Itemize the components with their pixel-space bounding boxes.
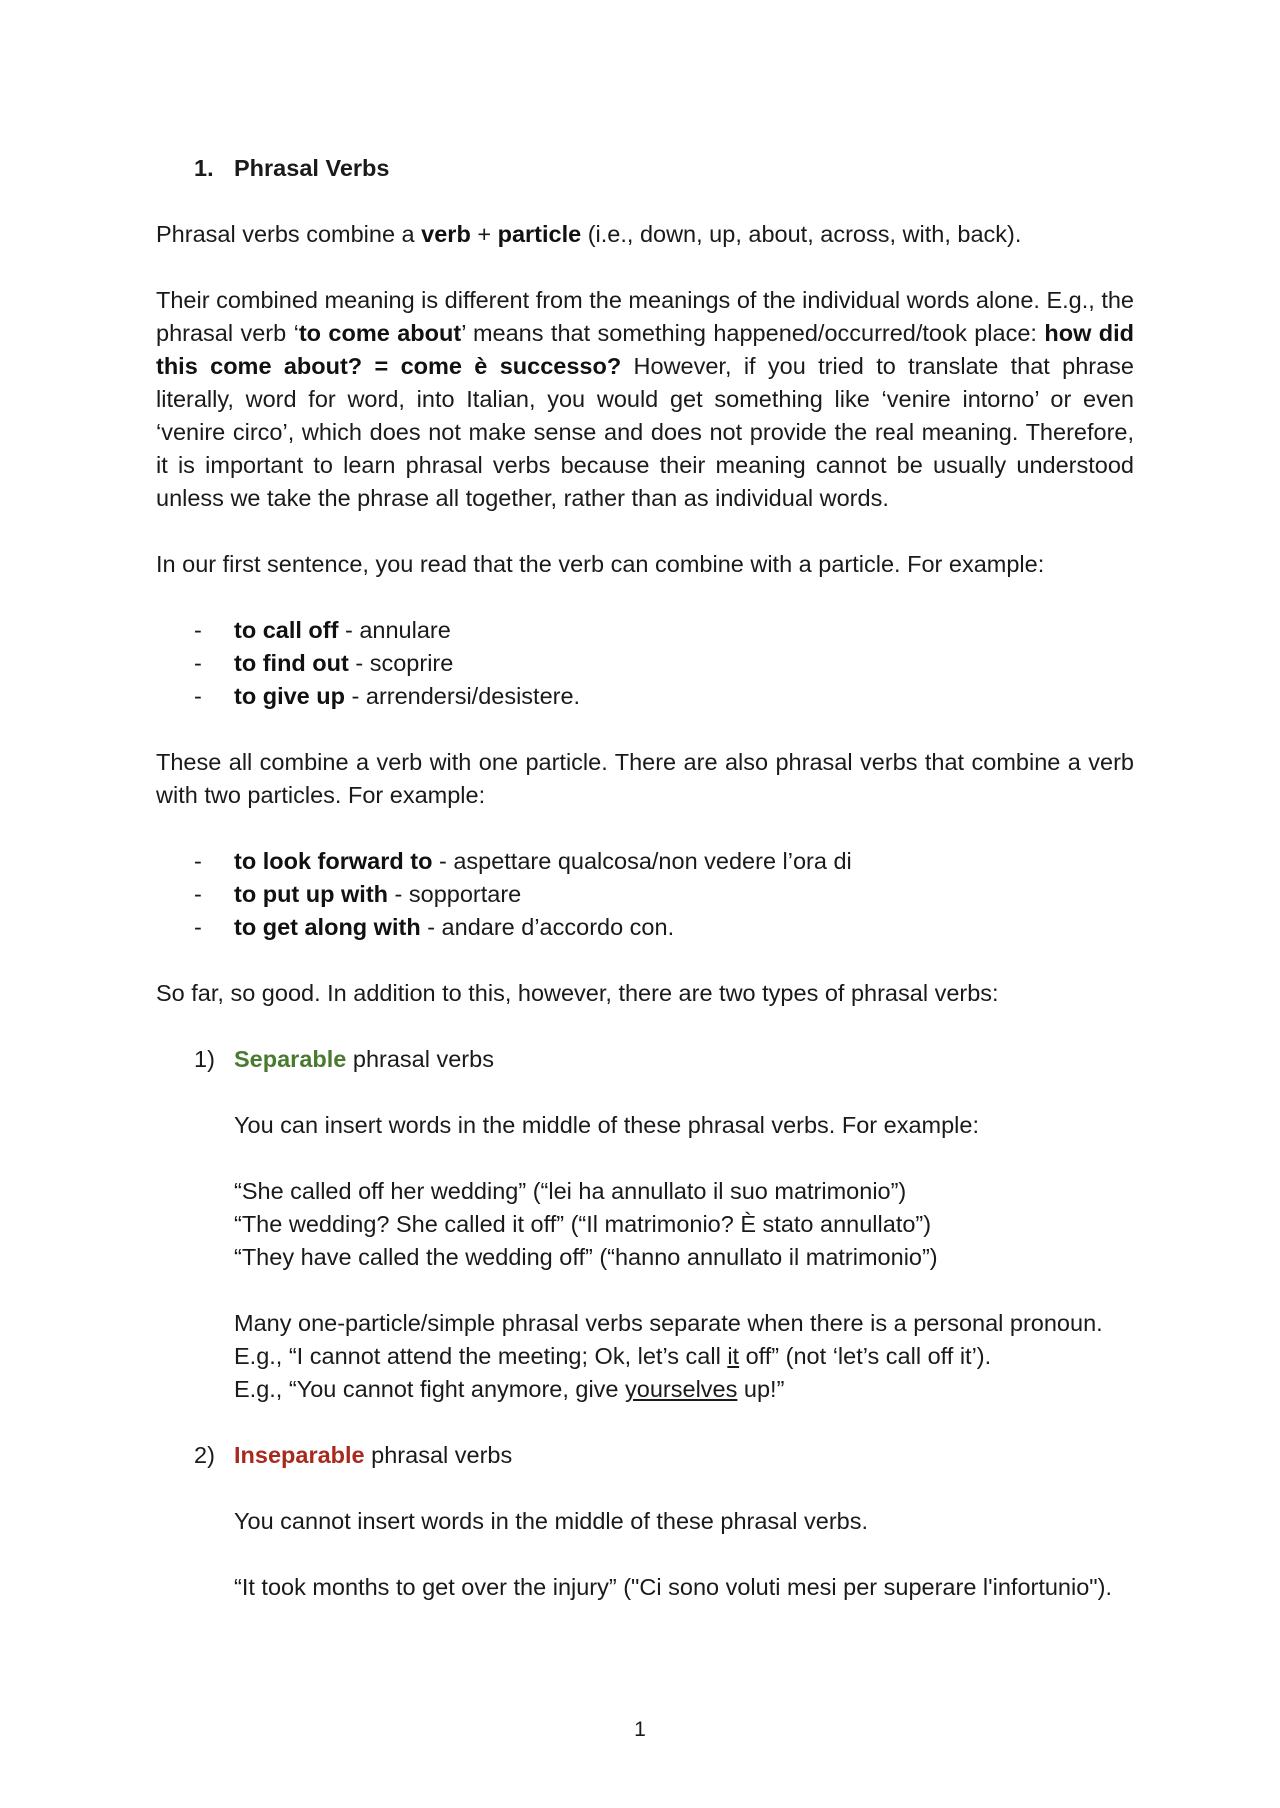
two-particles-paragraph: These all combine a verb with one particle. There are also phrasal verbs that combine a verb with two particles. For example: bbox=[156, 749, 1134, 808]
dash-bullet: - bbox=[194, 650, 202, 676]
list-verb: to get along with bbox=[234, 914, 421, 940]
separable-rest: phrasal verbs bbox=[346, 1046, 494, 1072]
inseparable-rest: phrasal verbs bbox=[364, 1442, 513, 1468]
intro-bold-verb: verb bbox=[421, 221, 471, 247]
separable-example: “They have called the wedding off” (“hanno annullato il matrimonio”) bbox=[234, 1244, 938, 1270]
list-item bbox=[156, 845, 1134, 878]
meaning-bold-1: to come about bbox=[298, 320, 462, 346]
list-item bbox=[156, 647, 1134, 680]
list-item bbox=[156, 878, 1134, 911]
dash-bullet: - bbox=[194, 914, 202, 940]
heading-title: Phrasal Verbs bbox=[234, 155, 390, 181]
separable-description: You can insert words in the middle of these phrasal verbs. For example: bbox=[234, 1112, 979, 1138]
meaning-paragraph bbox=[156, 284, 1134, 515]
list-verb: to find out bbox=[234, 650, 349, 676]
list-verb: to look forward to bbox=[234, 848, 433, 874]
note-text: E.g., “You cannot fight anymore, give bbox=[234, 1376, 626, 1402]
list-meaning: - andare d’accordo con. bbox=[420, 914, 675, 940]
meaning-bold-2: how did this come about? = come è successo? bbox=[156, 320, 1134, 379]
list-verb: to give up bbox=[234, 683, 345, 709]
intro-text-3: (i.e., down, up, about, across, with, back). bbox=[581, 221, 1022, 247]
separable-note-example-2 bbox=[234, 1373, 1134, 1406]
types-paragraph: So far, so good. In addition to this, however, there are two types of phrasal verbs: bbox=[156, 980, 999, 1006]
separable-example: “She called off her wedding” (“lei ha annullato il suo matrimonio”) bbox=[234, 1178, 907, 1204]
note-text: up!” bbox=[737, 1376, 785, 1402]
dash-bullet: - bbox=[194, 881, 202, 907]
separable-body bbox=[156, 1109, 1134, 1406]
separable-note: Many one-particle/simple phrasal verbs separate when there is a personal pronoun. bbox=[234, 1310, 1103, 1336]
note-text: E.g., “I cannot attend the meeting; Ok, let’s call bbox=[234, 1343, 728, 1369]
separable-heading bbox=[156, 1043, 1134, 1076]
dash-bullet: - bbox=[194, 617, 202, 643]
separable-example: “The wedding? She called it off” (“Il matrimonio? È stato annullato”) bbox=[234, 1211, 932, 1237]
one-particle-list bbox=[156, 614, 1134, 713]
separable-label: Separable bbox=[234, 1046, 347, 1072]
page-number: 1 bbox=[634, 1718, 646, 1741]
meaning-text-3: However, if you tried to translate that phrase literally, word for word, into Italian, you would get something like ‘venire intorno’ or even ‘venire circo’, which does not make sense and does not provide the real meaning. Therefore, it is important to learn phrasal verbs because their meaning cannot be usually understood unless we take the phrase all together, rather than as individual words. bbox=[156, 353, 1134, 511]
first-sentence-paragraph: In our first sentence, you read that the verb can combine with a particle. For example: bbox=[156, 551, 1045, 577]
intro-text-2: + bbox=[470, 221, 498, 247]
list-meaning: - annulare bbox=[338, 617, 451, 643]
list-verb: to put up with bbox=[234, 881, 389, 907]
separable-note-example-1 bbox=[234, 1340, 1134, 1373]
page-content bbox=[156, 152, 1134, 1604]
intro-paragraph bbox=[156, 218, 1134, 251]
list-item bbox=[156, 614, 1134, 647]
intro-bold-particle: particle bbox=[497, 221, 582, 247]
list-meaning: - sopportare bbox=[388, 881, 522, 907]
inseparable-heading bbox=[156, 1439, 1134, 1472]
dash-bullet: - bbox=[194, 848, 202, 874]
underlined-pronoun: it bbox=[727, 1343, 740, 1369]
inseparable-body bbox=[156, 1505, 1134, 1604]
list-meaning: - aspettare qualcosa/non vedere l’ora di bbox=[432, 848, 852, 874]
list-verb: to call off bbox=[234, 617, 339, 643]
meaning-text-1: Their combined meaning is different from the meanings of the individual words alone. E.g., the phrasal verb ‘ bbox=[156, 287, 1134, 346]
meaning-text-2: ’ means that something happened/occurred/took place: bbox=[461, 320, 1045, 346]
list-item bbox=[156, 680, 1134, 713]
inseparable-description: You cannot insert words in the middle of these phrasal verbs. bbox=[234, 1508, 868, 1534]
list-meaning: - arrendersi/desistere. bbox=[344, 683, 581, 709]
heading-number: 1. bbox=[194, 155, 214, 181]
underlined-pronoun: yourselves bbox=[625, 1376, 738, 1402]
dash-bullet: - bbox=[194, 683, 202, 709]
section-heading bbox=[156, 152, 1134, 185]
inseparable-label: Inseparable bbox=[234, 1442, 365, 1468]
two-particle-list bbox=[156, 845, 1134, 944]
note-text: off” (not ‘let’s call off it’). bbox=[739, 1343, 992, 1369]
list-item bbox=[156, 911, 1134, 944]
inseparable-example: “It took months to get over the injury” ("Ci sono voluti mesi per superare l'infortunio"). bbox=[234, 1574, 1112, 1600]
inseparable-number: 2) bbox=[194, 1442, 215, 1468]
separable-number: 1) bbox=[194, 1046, 215, 1072]
list-meaning: - scoprire bbox=[348, 650, 454, 676]
intro-text-1: Phrasal verbs combine a bbox=[156, 221, 422, 247]
